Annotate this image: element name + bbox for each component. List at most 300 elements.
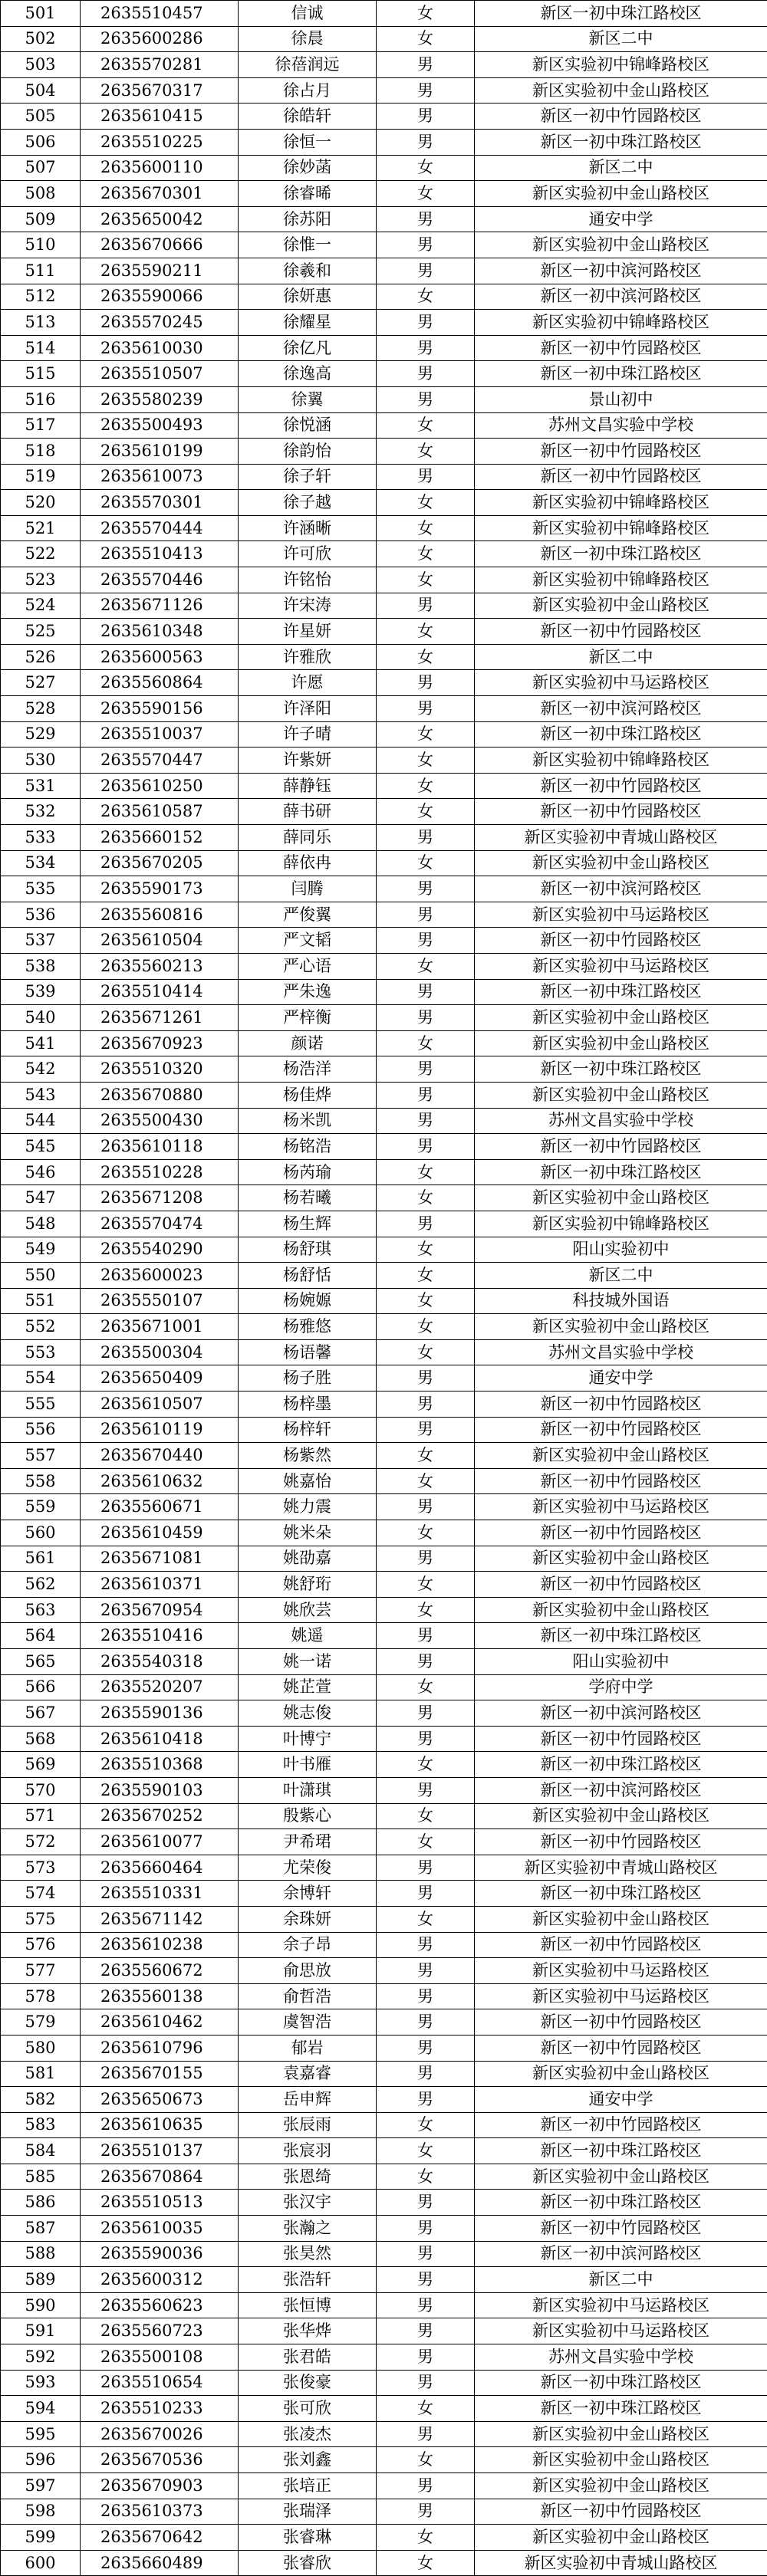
school-cell: 新区实验初中马运路校区 [475,2318,767,2344]
school-cell: 新区一初中珠江路校区 [475,979,767,1005]
school-cell: 学府中学 [475,1674,767,1700]
serial-number-cell: 585 [1,2164,81,2190]
serial-number-cell: 525 [1,619,81,645]
student-id-cell: 2635610635 [81,2112,239,2138]
gender-cell: 男 [377,1108,475,1134]
gender-cell: 女 [377,1572,475,1598]
table-row [1,2344,767,2371]
student-name-cell: 许雅欣 [239,644,377,670]
school-cell: 苏州文昌实验中学校 [475,1108,767,1134]
table-row [1,1288,767,1314]
student-id-cell: 2635590156 [81,696,239,722]
gender-cell: 男 [377,335,475,361]
school-cell: 新区一初中竹园路校区 [475,2112,767,2138]
student-name-cell: 严文韬 [239,928,377,954]
gender-cell: 男 [377,1211,475,1237]
school-cell: 新区实验初中马运路校区 [475,953,767,979]
school-cell: 新区一初中竹园路校区 [475,1134,767,1160]
gender-cell: 男 [377,1726,475,1752]
gender-cell: 男 [377,876,475,902]
table-row [1,52,767,78]
student-name-cell: 徐皓轩 [239,104,377,130]
serial-number-cell: 599 [1,2525,81,2551]
school-cell: 新区实验初中金山路校区 [475,850,767,876]
serial-number-cell: 535 [1,876,81,902]
table-row [1,619,767,645]
gender-cell: 女 [377,490,475,516]
student-name-cell: 姚芷萱 [239,1674,377,1700]
serial-number-cell: 502 [1,26,81,52]
serial-number-cell: 550 [1,1263,81,1289]
school-cell: 新区一初中珠江路校区 [475,2138,767,2164]
gender-cell: 男 [377,1700,475,1727]
student-id-cell: 2635540290 [81,1237,239,1263]
serial-number-cell: 563 [1,1597,81,1623]
gender-cell: 男 [377,2318,475,2344]
serial-number-cell: 511 [1,258,81,284]
student-id-cell: 2635560671 [81,1494,239,1520]
student-id-cell: 2635670317 [81,77,239,104]
school-cell: 苏州文昌实验中学校 [475,1339,767,1365]
school-cell: 新区一初中珠江路校区 [475,129,767,155]
gender-cell: 男 [377,2035,475,2061]
student-name-cell: 张恩绮 [239,2164,377,2190]
school-cell: 阳山实验初中 [475,1237,767,1263]
student-id-cell: 2635670954 [81,1597,239,1623]
table-row [1,2370,767,2396]
gender-cell: 女 [377,1237,475,1263]
serial-number-cell: 568 [1,1726,81,1752]
serial-number-cell: 595 [1,2421,81,2447]
serial-number-cell: 594 [1,2396,81,2422]
student-name-cell: 杨若曦 [239,1185,377,1211]
table-row [1,1056,767,1083]
table-row [1,361,767,387]
table-row [1,2009,767,2036]
school-cell: 新区实验初中金山路校区 [475,2447,767,2473]
school-cell: 新区实验初中金山路校区 [475,1803,767,1829]
table-row [1,1752,767,1778]
student-name-cell: 杨梓轩 [239,1417,377,1443]
school-cell: 新区一初中珠江路校区 [475,721,767,748]
student-id-cell: 2635560672 [81,1958,239,1984]
student-id-cell: 2635610035 [81,2216,239,2242]
student-name-cell: 张睿欣 [239,2550,377,2576]
student-id-cell: 2635510654 [81,2370,239,2396]
serial-number-cell: 543 [1,1082,81,1108]
serial-number-cell: 538 [1,953,81,979]
gender-cell: 男 [377,361,475,387]
gender-cell: 男 [377,1649,475,1675]
serial-number-cell: 581 [1,2061,81,2087]
serial-number-cell: 539 [1,979,81,1005]
student-name-cell: 虞智浩 [239,2009,377,2036]
gender-cell: 女 [377,1674,475,1700]
gender-cell: 男 [377,2421,475,2447]
table-row [1,2292,767,2318]
gender-cell: 女 [377,1185,475,1211]
school-cell: 新区实验初中锦峰路校区 [475,1211,767,1237]
gender-cell: 女 [377,1803,475,1829]
gender-cell: 女 [377,1288,475,1314]
gender-cell: 女 [377,748,475,774]
table-row [1,490,767,516]
table-row [1,670,767,696]
student-id-cell: 2635610118 [81,1134,239,1160]
student-name-cell: 张宸羽 [239,2138,377,2164]
gender-cell: 女 [377,2164,475,2190]
table-row [1,1263,767,1289]
gender-cell: 男 [377,104,475,130]
student-name-cell: 姚欣芸 [239,1597,377,1623]
gender-cell: 男 [377,1056,475,1083]
serial-number-cell: 503 [1,52,81,78]
student-name-cell: 许可欣 [239,541,377,567]
serial-number-cell: 561 [1,1546,81,1572]
school-cell: 新区实验初中金山路校区 [475,2061,767,2087]
student-id-cell: 2635510457 [81,1,239,27]
serial-number-cell: 530 [1,748,81,774]
serial-number-cell: 505 [1,104,81,130]
student-id-cell: 2635600110 [81,155,239,181]
student-name-cell: 尤荣俊 [239,1855,377,1881]
table-row [1,1649,767,1675]
student-name-cell: 徐羲和 [239,258,377,284]
table-row [1,129,767,155]
serial-number-cell: 509 [1,206,81,232]
serial-number-cell: 558 [1,1468,81,1494]
student-name-cell: 张培正 [239,2473,377,2499]
student-id-cell: 2635510414 [81,979,239,1005]
serial-number-cell: 593 [1,2370,81,2396]
table-row [1,1211,767,1237]
gender-cell: 女 [377,799,475,825]
gender-cell: 女 [377,155,475,181]
gender-cell: 女 [377,1597,475,1623]
gender-cell: 男 [377,2267,475,2293]
student-name-cell: 殷紫心 [239,1803,377,1829]
serial-number-cell: 524 [1,593,81,619]
student-id-cell: 2635500430 [81,1108,239,1134]
student-id-cell: 2635570447 [81,748,239,774]
school-cell: 新区实验初中金山路校区 [475,2473,767,2499]
student-name-cell: 姚米朵 [239,1520,377,1546]
student-name-cell: 颜诺 [239,1030,377,1056]
serial-number-cell: 552 [1,1314,81,1340]
table-row [1,1958,767,1984]
table-row [1,1108,767,1134]
gender-cell: 女 [377,515,475,541]
school-cell: 新区实验初中锦峰路校区 [475,567,767,593]
school-cell: 新区实验初中金山路校区 [475,1597,767,1623]
serial-number-cell: 597 [1,2473,81,2499]
student-id-cell: 2635500304 [81,1339,239,1365]
student-name-cell: 叶书雁 [239,1752,377,1778]
gender-cell: 女 [377,2525,475,2551]
student-name-cell: 余子昂 [239,1932,377,1958]
table-row [1,876,767,902]
student-name-cell: 严梓衡 [239,1005,377,1031]
school-cell: 新区二中 [475,644,767,670]
student-name-cell: 叶博宁 [239,1726,377,1752]
table-row [1,2473,767,2499]
student-name-cell: 徐睿晞 [239,181,377,207]
table-row [1,77,767,104]
student-name-cell: 信诚 [239,1,377,27]
gender-cell: 女 [377,26,475,52]
student-id-cell: 2635671081 [81,1546,239,1572]
serial-number-cell: 575 [1,1906,81,1932]
gender-cell: 男 [377,1983,475,2009]
gender-cell: 女 [377,1752,475,1778]
student-id-cell: 2635610587 [81,799,239,825]
serial-number-cell: 577 [1,1958,81,1984]
gender-cell: 男 [377,1005,475,1031]
student-name-cell: 徐惟一 [239,232,377,258]
student-name-cell: 徐蓓润远 [239,52,377,78]
student-name-cell: 杨雅悠 [239,1314,377,1340]
student-name-cell: 闫腾 [239,876,377,902]
student-table-body [1,1,767,2576]
student-name-cell: 姚嘉怡 [239,1468,377,1494]
school-cell: 新区一初中滨河路校区 [475,1777,767,1803]
student-name-cell: 杨语馨 [239,1339,377,1365]
serial-number-cell: 522 [1,541,81,567]
student-id-cell: 2635510137 [81,2138,239,2164]
gender-cell: 女 [377,567,475,593]
gender-cell: 女 [377,1339,475,1365]
student-id-cell: 2635610504 [81,928,239,954]
student-name-cell: 许紫妍 [239,748,377,774]
school-cell: 新区二中 [475,26,767,52]
table-row [1,310,767,336]
student-name-cell: 杨紫然 [239,1443,377,1469]
school-cell: 新区一初中珠江路校区 [475,1056,767,1083]
school-cell: 新区一初中珠江路校区 [475,1881,767,1907]
table-row [1,181,767,207]
table-row [1,104,767,130]
student-name-cell: 张华烨 [239,2318,377,2344]
gender-cell: 男 [377,1855,475,1881]
student-name-cell: 徐苏阳 [239,206,377,232]
school-cell: 新区一初中滨河路校区 [475,696,767,722]
school-cell: 新区实验初中马运路校区 [475,670,767,696]
serial-number-cell: 527 [1,670,81,696]
school-cell: 新区一初中珠江路校区 [475,1752,767,1778]
gender-cell: 女 [377,773,475,799]
student-id-cell: 2635600286 [81,26,239,52]
student-name-cell: 许愿 [239,670,377,696]
gender-cell: 女 [377,1443,475,1469]
school-cell: 新区二中 [475,2267,767,2293]
student-name-cell: 杨子胜 [239,1365,377,1392]
table-row [1,1339,767,1365]
school-cell: 新区实验初中青城山路校区 [475,1855,767,1881]
school-cell: 新区一初中竹园路校区 [475,464,767,490]
gender-cell: 女 [377,1829,475,1855]
school-cell: 新区一初中珠江路校区 [475,2396,767,2422]
school-cell: 新区一初中竹园路校区 [475,928,767,954]
serial-number-cell: 534 [1,850,81,876]
serial-number-cell: 529 [1,721,81,748]
table-row [1,1468,767,1494]
school-cell: 新区实验初中锦峰路校区 [475,52,767,78]
student-id-cell: 2635510228 [81,1159,239,1185]
school-cell: 新区实验初中青城山路校区 [475,2550,767,2576]
student-name-cell: 薛依冉 [239,850,377,876]
serial-number-cell: 548 [1,1211,81,1237]
serial-number-cell: 501 [1,1,81,27]
student-id-cell: 2635670880 [81,1082,239,1108]
table-row [1,902,767,928]
student-id-cell: 2635540318 [81,1649,239,1675]
table-row [1,206,767,232]
table-row [1,1906,767,1932]
student-id-cell: 2635510413 [81,541,239,567]
school-cell: 新区一初中珠江路校区 [475,1,767,27]
table-row [1,1237,767,1263]
school-cell: 新区一初中竹园路校区 [475,1932,767,1958]
table-row [1,1546,767,1572]
student-name-cell: 徐妙菡 [239,155,377,181]
serial-number-cell: 528 [1,696,81,722]
serial-number-cell: 573 [1,1855,81,1881]
serial-number-cell: 532 [1,799,81,825]
school-cell: 新区一初中珠江路校区 [475,541,767,567]
school-cell: 新区一初中竹园路校区 [475,2009,767,2036]
serial-number-cell: 578 [1,1983,81,2009]
student-name-cell: 张浩轩 [239,2267,377,2293]
table-row [1,1597,767,1623]
serial-number-cell: 517 [1,412,81,439]
school-cell: 新区实验初中锦峰路校区 [475,310,767,336]
student-name-cell: 张昊然 [239,2241,377,2267]
student-id-cell: 2635670440 [81,1443,239,1469]
school-cell: 新区实验初中金山路校区 [475,1030,767,1056]
gender-cell: 女 [377,721,475,748]
gender-cell: 女 [377,412,475,439]
school-cell: 新区一初中珠江路校区 [475,1623,767,1649]
serial-number-cell: 588 [1,2241,81,2267]
gender-cell: 男 [377,902,475,928]
table-row [1,1443,767,1469]
gender-cell: 男 [377,1546,475,1572]
student-id-cell: 2635610238 [81,1932,239,1958]
gender-cell: 男 [377,696,475,722]
serial-number-cell: 560 [1,1520,81,1546]
student-id-cell: 2635660152 [81,825,239,851]
serial-number-cell: 506 [1,129,81,155]
student-name-cell: 张君皓 [239,2344,377,2371]
student-id-cell: 2635671261 [81,1005,239,1031]
student-id-cell: 2635670205 [81,850,239,876]
table-row [1,721,767,748]
serial-number-cell: 540 [1,1005,81,1031]
table-row [1,1159,767,1185]
student-id-cell: 2635570281 [81,52,239,78]
school-cell: 新区实验初中青城山路校区 [475,825,767,851]
student-name-cell: 许星妍 [239,619,377,645]
school-cell: 新区一初中竹园路校区 [475,1726,767,1752]
serial-number-cell: 576 [1,1932,81,1958]
school-cell: 新区实验初中金山路校区 [475,2525,767,2551]
student-name-cell: 许泽阳 [239,696,377,722]
serial-number-cell: 555 [1,1392,81,1418]
student-id-cell: 2635590173 [81,876,239,902]
student-id-cell: 2635570446 [81,567,239,593]
gender-cell: 男 [377,77,475,104]
table-row [1,2421,767,2447]
student-id-cell: 2635671126 [81,593,239,619]
student-name-cell: 姚力震 [239,1494,377,1520]
table-row [1,567,767,593]
student-name-cell: 许铭怡 [239,567,377,593]
gender-cell: 女 [377,439,475,465]
student-id-cell: 2635560864 [81,670,239,696]
serial-number-cell: 600 [1,2550,81,2576]
student-id-cell: 2635610348 [81,619,239,645]
table-row [1,284,767,310]
school-cell: 新区实验初中金山路校区 [475,1185,767,1211]
gender-cell: 男 [377,310,475,336]
school-cell: 新区实验初中金山路校区 [475,1546,767,1572]
school-cell: 新区实验初中金山路校区 [475,2164,767,2190]
student-name-cell: 张辰雨 [239,2112,377,2138]
serial-number-cell: 571 [1,1803,81,1829]
table-row [1,386,767,412]
student-name-cell: 徐妍惠 [239,284,377,310]
gender-cell: 男 [377,1082,475,1108]
student-name-cell: 余珠妍 [239,1906,377,1932]
serial-number-cell: 533 [1,825,81,851]
student-id-cell: 2635610077 [81,1829,239,1855]
serial-number-cell: 583 [1,2112,81,2138]
table-row [1,335,767,361]
gender-cell: 男 [377,928,475,954]
student-id-cell: 2635590103 [81,1777,239,1803]
school-cell: 新区实验初中马运路校区 [475,902,767,928]
gender-cell: 女 [377,1468,475,1494]
student-id-cell: 2635570444 [81,515,239,541]
gender-cell: 男 [377,2061,475,2087]
student-name-cell: 薛同乐 [239,825,377,851]
student-name-cell: 叶潇琪 [239,1777,377,1803]
school-cell: 新区实验初中金山路校区 [475,1314,767,1340]
serial-number-cell: 566 [1,1674,81,1700]
school-cell: 新区一初中滨河路校区 [475,284,767,310]
table-row [1,1700,767,1727]
school-cell: 新区一初中竹园路校区 [475,1572,767,1598]
table-row [1,2216,767,2242]
school-cell: 新区一初中竹园路校区 [475,1520,767,1546]
student-id-cell: 2635670864 [81,2164,239,2190]
serial-number-cell: 584 [1,2138,81,2164]
serial-number-cell: 537 [1,928,81,954]
student-id-cell: 2635510513 [81,2190,239,2216]
school-cell: 新区实验初中金山路校区 [475,1082,767,1108]
student-name-cell: 杨梓墨 [239,1392,377,1418]
table-row [1,1803,767,1829]
student-id-cell: 2635650673 [81,2087,239,2113]
school-cell: 新区一初中滨河路校区 [475,2241,767,2267]
school-cell: 新区一初中竹园路校区 [475,799,767,825]
serial-number-cell: 574 [1,1881,81,1907]
serial-number-cell: 545 [1,1134,81,1160]
student-id-cell: 2635610030 [81,335,239,361]
student-name-cell: 薛静钰 [239,773,377,799]
school-cell: 新区实验初中锦峰路校区 [475,748,767,774]
school-cell: 新区一初中竹园路校区 [475,1392,767,1418]
